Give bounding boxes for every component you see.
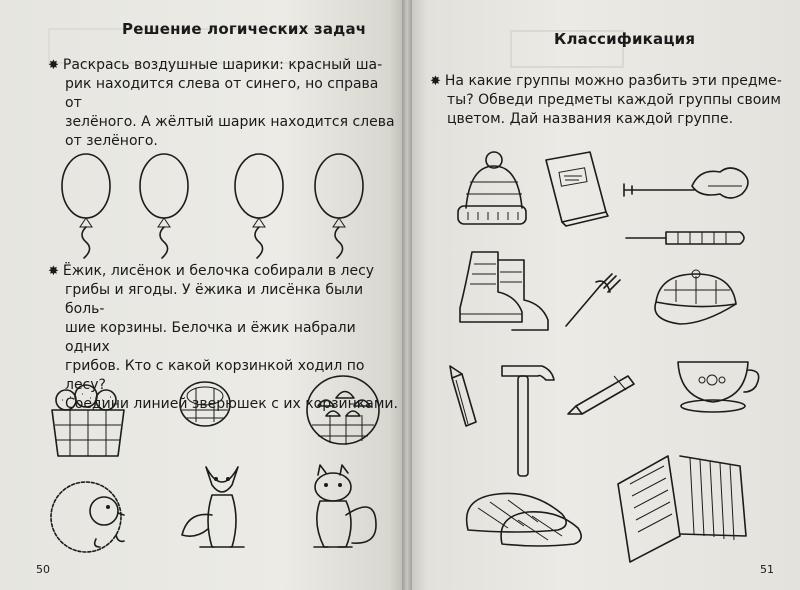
left-page-title: Решение логических задач <box>122 20 367 38</box>
right-page-number: 51 <box>760 563 774 576</box>
balloon-2[interactable] <box>140 154 188 258</box>
task-line: грибы и ягоды. У ёжика и лисёнка были боль- <box>65 282 364 317</box>
right-page-title: Классификация <box>554 30 696 48</box>
star-bullet-icon: ✸ <box>48 264 59 279</box>
left-page-number: 50 <box>36 563 50 576</box>
flat-cap[interactable] <box>655 270 736 324</box>
accordion[interactable] <box>618 456 746 562</box>
objects-illustration <box>408 140 800 560</box>
task-line: шие корзины. Белочка и ёжик набрали одних <box>65 320 356 355</box>
task-line: На какие группы можно разбить эти предме- <box>444 73 782 89</box>
violin[interactable] <box>624 168 748 198</box>
task-line: грибов. Кто с какой корзинкой ходил по лесу? <box>65 358 365 393</box>
balloon-4[interactable] <box>315 154 363 258</box>
task-line: Ёжик, лисёнок и белочка собирали в лесу <box>62 263 375 279</box>
small-basket[interactable] <box>180 382 230 426</box>
classification-task <box>430 72 790 129</box>
baskets-illustration <box>0 370 400 460</box>
screwdriver[interactable] <box>626 232 744 244</box>
animals-illustration <box>0 455 400 565</box>
big-basket-mushrooms[interactable] <box>307 376 379 445</box>
hammer[interactable] <box>502 366 554 476</box>
pen[interactable] <box>568 376 634 414</box>
hedgehog[interactable] <box>51 482 124 552</box>
star-bullet-icon: ✸ <box>430 74 441 89</box>
star-bullet-icon: ✸ <box>48 58 59 73</box>
big-basket-berries[interactable] <box>52 385 124 456</box>
squirrel[interactable] <box>314 465 376 547</box>
balloon-3[interactable] <box>235 154 283 258</box>
task-line: Раскрась воздушные шарики: красный ша- <box>62 57 383 73</box>
task-line: рик находится слева от синего, но справа от <box>65 76 379 111</box>
balloon-1[interactable] <box>62 154 110 258</box>
boots[interactable] <box>460 252 548 330</box>
balloon-task <box>48 56 398 151</box>
slippers[interactable] <box>467 493 582 546</box>
balloons-illustration <box>0 150 400 260</box>
pencil[interactable] <box>450 366 476 426</box>
task-line: зелёного. А жёлтый шарик находится слева <box>65 114 395 130</box>
task-line: Соедини линией зверюшек с их корзинками. <box>65 396 398 412</box>
fork[interactable] <box>566 274 620 326</box>
task-line: цветом. Дай названия каждой группе. <box>447 111 734 127</box>
teacup[interactable] <box>678 362 759 412</box>
book[interactable] <box>546 152 608 226</box>
fox[interactable] <box>182 467 244 547</box>
task-line: от зелёного. <box>65 133 158 149</box>
knitted-hat[interactable] <box>458 152 526 224</box>
task-line: ты? Обведи предметы каждой группы своим <box>447 92 781 108</box>
